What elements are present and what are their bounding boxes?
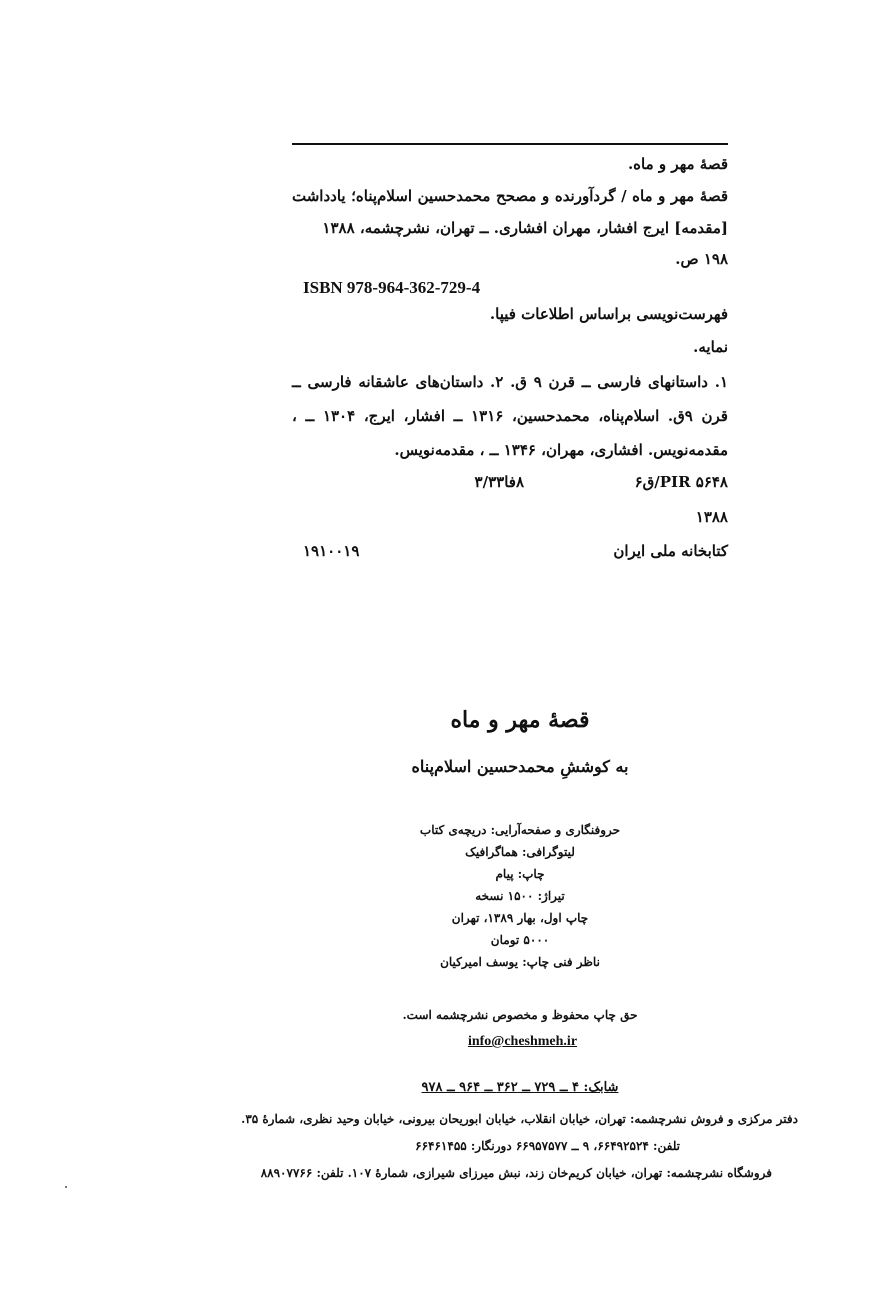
scan-speck: [65, 1186, 67, 1188]
publisher-office: دفتر مرکزی و فروش نشرچشمه: تهران، خیابان انقلاب، خیابان ابوریحان بیرونی، خیابان وحید نظری، شمارهٔ ۳۵.: [241, 1112, 798, 1126]
book-title: قصهٔ مهر و ماه: [450, 707, 590, 733]
catalog-index-note: نمایه.: [693, 338, 728, 356]
catalog-isbn: ISBN 978-964-362-729-4: [303, 278, 481, 297]
catalog-library: کتابخانه ملی ایران: [613, 542, 728, 560]
credit-supervisor: ناظر فنی چاپ: یوسف امیرکیان: [440, 955, 600, 969]
publisher-email-link[interactable]: info@cheshmeh.ir: [467, 1034, 578, 1049]
credit-lithography: لیتوگرافی: هماگرافیک: [465, 845, 575, 859]
catalog-top-rule: [292, 143, 728, 145]
catalog-line-3: [مقدمه] ایرج افشار، مهران افشاری. ــ تهران، نشرچشمه، ۱۳۸۸: [322, 219, 728, 237]
credit-circulation: تیراژ: ۱۵۰۰ نسخه: [475, 889, 565, 903]
catalog-subject-1: ۱. داستانهای فارسی ــ قرن ۹ ق. ۲. داستان‌های عاشقانه فارسی ــ: [292, 373, 728, 391]
email-wrap: [0, 1030, 892, 1050]
shabak-text: شابک: ۴ ــ ۷۲۹ ــ ۳۶۲ ــ ۹۶۴ ــ ۹۷۸: [421, 1080, 619, 1095]
catalog-lc-class: PIR ۵۶۴۸/ق۶: [634, 473, 728, 491]
print-credits: [0, 819, 892, 973]
credit-edition: چاپ اول، بهار ۱۳۸۹، تهران: [451, 911, 589, 925]
credit-price: ۵۰۰۰ تومان: [490, 933, 550, 947]
catalog-fipa-note: فهرست‌نویسی براساس اطلاعات فیپا.: [489, 305, 728, 323]
catalog-pages: ۱۹۸ ص.: [675, 250, 728, 268]
catalog-library-number: ۱۹۱۰۰۱۹: [303, 542, 360, 560]
credit-printing: چاپ: پیام: [495, 867, 545, 881]
publisher-phone: تلفن: ۶۶۴۹۲۵۲۴، ۹ ــ ۶۶۹۵۷۵۷۷ دورنگار: ۶۶۴۶۱۴۵۵: [415, 1139, 680, 1153]
catalog-line-1: قصهٔ مهر و ماه.: [627, 155, 728, 173]
catalog-subject-3: مقدمه‌نویس. افشاری، مهران، ۱۳۴۶ ــ ، مقدمه‌نویس.: [394, 441, 728, 459]
copyright-notice: حق چاپ محفوظ و مخصوص نشرچشمه است.: [402, 1008, 638, 1022]
catalog-dewey: ۸فا۳/۳۳: [474, 473, 524, 491]
book-editor: به کوششِ محمدحسین اسلام‌پناه: [411, 757, 629, 776]
catalog-line-2: قصهٔ مهر و ماه / گردآورنده و مصحح محمدحسین اسلام‌پناه؛ یادداشت: [292, 187, 728, 205]
catalog-lc-year: ۱۳۸۸: [695, 508, 728, 526]
catalog-subject-2: قرن ۹ق. اسلام‌پناه، محمدحسین، ۱۳۱۶ ــ افشار، ایرج، ۱۳۰۴ ــ ،: [292, 407, 728, 425]
credit-typesetting: حروفنگاری و صفحه‌آرایی: دریچه‌ی کتاب: [419, 823, 621, 837]
shabak-isbn: [0, 1080, 892, 1095]
publisher-store: فروشگاه نشرچشمه: تهران، خیابان کریم‌خان زند، نبش میرزای شیرازی، شمارهٔ ۱۰۷. تلفن: ۸۸۹۰۷۷۶۶: [260, 1166, 772, 1180]
